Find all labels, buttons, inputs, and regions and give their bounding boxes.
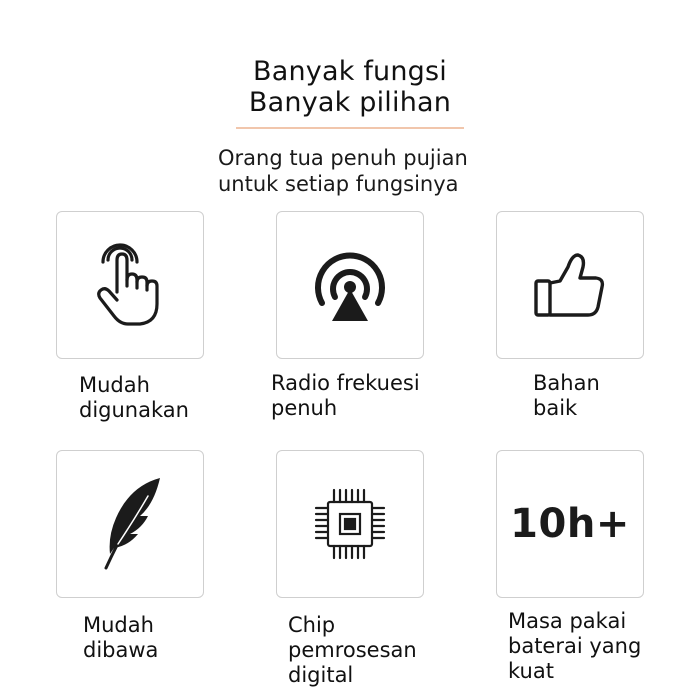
feature-card-battery [496, 450, 644, 598]
feature-label-radio [271, 371, 471, 421]
feature-card-material [496, 211, 644, 359]
label-line: Chip [288, 613, 336, 637]
feature-card-radio [276, 211, 424, 359]
label-line: baik [533, 396, 578, 420]
thumbs-up-icon [530, 245, 610, 325]
feature-label-portable [83, 613, 283, 663]
subtitle-line-2: untuk setiap fungsinya [218, 172, 459, 196]
subtitle-line-1: Orang tua penuh pujian [218, 146, 468, 170]
label-line: kuat [508, 659, 554, 683]
label-line: pemrosesan [288, 638, 417, 662]
feature-card-chip [276, 450, 424, 598]
label-line: digital [288, 663, 354, 687]
touch-hand-icon [90, 240, 170, 330]
title-line-1: Banyak fungsi [253, 56, 447, 87]
title-line-2: Banyak pilihan [248, 87, 452, 118]
battery-hours-text: 10h+ [510, 501, 630, 547]
label-line: Radio frekuesi [271, 371, 420, 395]
feature-label-material [533, 371, 673, 421]
label-line: dibawa [83, 638, 159, 662]
label-line: Bahan [533, 371, 600, 395]
feather-icon [90, 474, 170, 574]
chip-icon [310, 484, 390, 564]
feature-card-easy-use [56, 211, 204, 359]
radio-signal-icon [310, 245, 390, 325]
page-subtitle [218, 145, 518, 197]
label-line: digunakan [79, 398, 189, 422]
label-line: Mudah [79, 373, 150, 397]
feature-label-battery [508, 609, 688, 684]
feature-label-easy-use [79, 373, 279, 423]
feature-label-chip [288, 613, 488, 688]
label-line: baterai yang [508, 634, 642, 658]
feature-card-portable [56, 450, 204, 598]
label-line: Masa pakai [508, 609, 627, 633]
title-divider [236, 127, 464, 129]
label-line: penuh [271, 396, 338, 420]
page-title [0, 56, 700, 118]
label-line: Mudah [83, 613, 154, 637]
